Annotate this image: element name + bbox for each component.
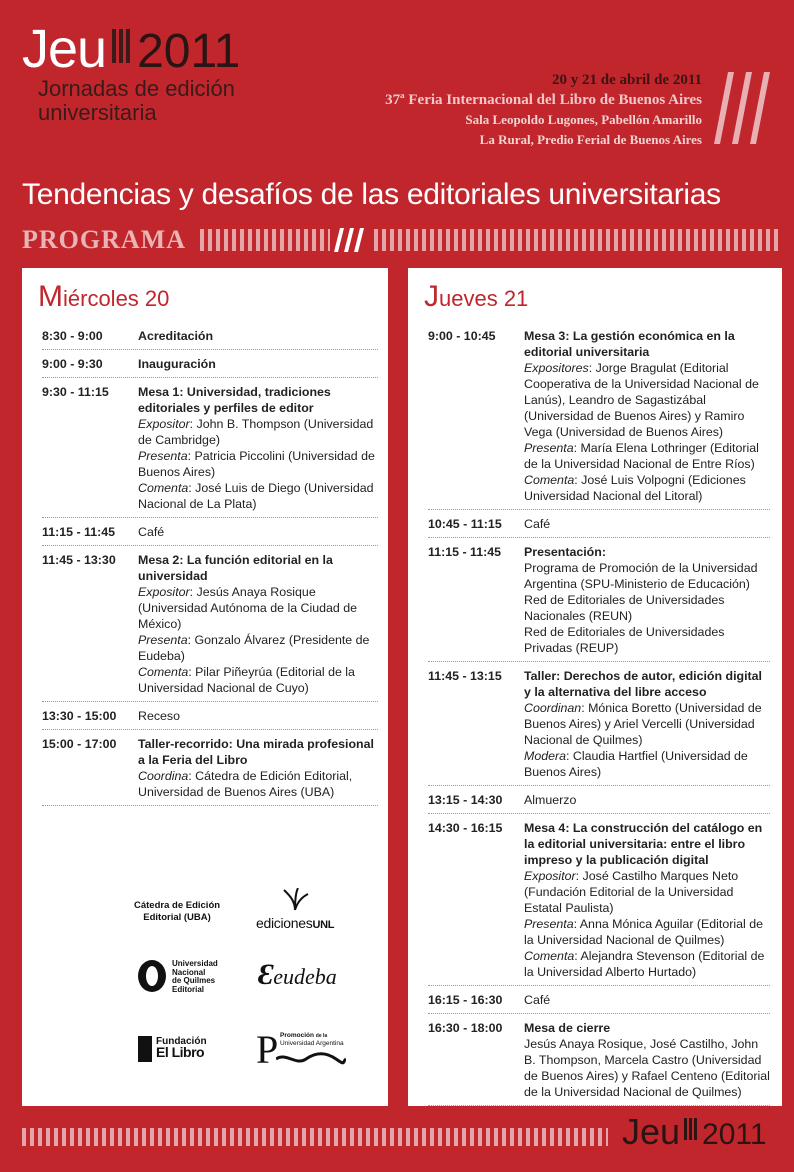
session-details (138, 708, 378, 724)
role-label: Expositor (138, 417, 190, 431)
role-people: : Cátedra de Edición Editorial, Universidad de Buenos Aires (UBA) (138, 769, 353, 799)
promo-wave-icon (276, 1052, 346, 1066)
role-people: : Patricia Piccolini (Universidad de Buenos Aires) (138, 449, 375, 479)
session-time: 13:15 - 14:30 (428, 793, 503, 807)
session-text: Café (524, 993, 551, 1007)
session-details (524, 792, 770, 808)
role-people: : María Elena Lothringer (Editorial de la Universidad Nacional de Entre Ríos) (524, 441, 759, 471)
role-label: Comenta (524, 473, 575, 487)
role-people: : José Luis de Diego (Universidad Nacional de La Plata) (138, 481, 374, 511)
role-people: : Claudia Hartfiel (Universidad de Buenos Aires) (524, 749, 748, 779)
role-people: : Pilar Piñeyrúa (Editorial de la Universidad Nacional de Cuyo) (138, 665, 355, 695)
session-time: 15:00 - 17:00 (42, 737, 117, 751)
session-text: Café (138, 525, 165, 539)
session-role-line (138, 480, 378, 512)
schedule-row (42, 524, 378, 546)
session-details (138, 356, 378, 372)
role-people: : Alejandra Stevenson (Editorial de la Universidad Alberto Hurtado) (524, 949, 765, 979)
logo-catedra-line2: Editorial (UBA) (143, 912, 211, 923)
role-label: Presenta (524, 441, 574, 455)
eudeba-e-icon: Ɛ (258, 958, 274, 991)
session-time: 13:30 - 15:00 (42, 709, 117, 723)
session-details (138, 384, 378, 512)
logo-unq-line4: Editorial (172, 984, 205, 994)
session-details (138, 524, 378, 540)
session-time: 11:45 - 13:15 (428, 669, 502, 683)
day1-panel (22, 268, 388, 1106)
programa-row (22, 226, 782, 254)
logo-unq-line2: Nacional (172, 967, 206, 977)
session-time: 10:45 - 11:15 (428, 517, 502, 531)
session-role-line (138, 448, 378, 480)
event-info (385, 70, 702, 150)
schedule-row (428, 820, 770, 986)
session-details (138, 736, 378, 800)
session-details (524, 820, 770, 980)
schedule-row (42, 552, 378, 702)
logo-eudeba-text: eudeba (273, 964, 337, 989)
schedule-row (428, 792, 770, 814)
day2-title (424, 280, 782, 314)
footer-stripe (22, 1128, 608, 1146)
footer-logo-jeu: Jeu (622, 1111, 681, 1152)
session-title: Inauguración (138, 357, 216, 371)
session-time: 16:30 - 18:00 (428, 1021, 503, 1035)
role-label: Comenta (138, 665, 189, 679)
session-text: Programa de Promoción de la Universidad Argentina (SPU-Ministerio de Educación) (524, 561, 758, 591)
session-role-line (524, 868, 770, 916)
main-title: Tendencias y desafíos de las editoriales universitarias (22, 178, 721, 211)
role-label: Expositores (524, 361, 589, 375)
day1-schedule (22, 328, 388, 806)
logo-promo-line1: Promoción (280, 1032, 314, 1039)
role-people: : Mónica Boretto (Universidad de Buenos Aires) y Ariel Vercelli (Universidad Nacional de Quilmes) (524, 701, 762, 747)
unq-emblem-icon (138, 960, 166, 992)
session-role-line (524, 440, 770, 472)
programa-label: PROGRAMA (22, 225, 186, 254)
logo-jeu-text: Jeu (22, 19, 107, 79)
session-time: 14:30 - 16:15 (428, 821, 503, 835)
role-people: : Anna Mónica Aguilar (Editorial de la Universidad Nacional de Quilmes) (524, 917, 764, 947)
logo-year: 2011 (137, 25, 241, 78)
session-time: 11:15 - 11:45 (42, 525, 116, 539)
day1-title-rest: iércoles 20 (63, 286, 170, 311)
schedule-row (42, 356, 378, 378)
event-name: 37ª Feria Internacional del Libro de Buenos Aires (385, 92, 702, 108)
session-time: 9:30 - 11:15 (42, 385, 109, 399)
day1-title (38, 280, 388, 314)
session-role-line (524, 748, 770, 780)
session-details (524, 668, 770, 780)
programa-slashes-icon (332, 228, 372, 252)
session-title: Presentación: (524, 545, 606, 559)
event-room: Sala Leopoldo Lugones, Pabellón Amarillo (465, 112, 702, 127)
session-time: 9:00 - 9:30 (42, 357, 103, 371)
day2-panel (408, 268, 782, 1106)
role-people: : Jesús Anaya Rosique (Universidad Autónoma de la Ciudad de México) (138, 585, 358, 631)
programa-stripe-left (200, 229, 330, 251)
session-title: Taller: Derechos de autor, edición digital y la alternativa del libre acceso (524, 669, 762, 699)
session-text: Almuerzo (524, 793, 577, 807)
role-people: : Gonzalo Álvarez (Presidente de Eudeba) (138, 633, 370, 663)
unl-leaf-icon (280, 888, 310, 912)
session-details (138, 552, 378, 696)
role-label: Coordinan (524, 701, 582, 715)
logo-eudeba (258, 958, 337, 992)
role-label: Comenta (524, 949, 575, 963)
programa-stripe-right (374, 229, 782, 251)
logo-bars-icon (112, 29, 133, 68)
role-label: Expositor (524, 869, 576, 883)
role-people: : José Castilho Marques Neto (Fundación Editorial de la Universidad Estatal Paulista) (524, 869, 739, 915)
schedule-row (428, 328, 770, 510)
role-people: : Jorge Bragulat (Editorial Cooperativa de la Universidad Nacional de Lanús), Leandro de Sagastizábal (Universidad de Buenos Aires) y Ramiro Vega (Universidad de Buenos Aires) (524, 361, 759, 439)
session-text: Receso (138, 709, 181, 723)
logo-unl-acronym: UNL (312, 919, 335, 931)
session-time: 11:45 - 13:30 (42, 553, 116, 567)
session-details (524, 1020, 770, 1100)
footer-logo (622, 1111, 767, 1152)
logo-catedra-line1: Cátedra de Edición (134, 900, 221, 911)
session-details (524, 516, 770, 532)
session-title: Mesa de cierre (524, 1021, 611, 1035)
session-time: 9:00 - 10:45 (428, 329, 496, 343)
session-time: 16:15 - 16:30 (428, 993, 503, 1007)
session-details (524, 992, 770, 1008)
logo-promo-line2: Universidad Argentina (280, 1040, 344, 1047)
day2-title-cap: J (424, 280, 439, 313)
session-role-line (524, 916, 770, 948)
session-role-line (138, 632, 378, 664)
book-icon (138, 1036, 152, 1062)
logo-ediciones-unl (256, 888, 334, 931)
session-details (524, 544, 770, 656)
session-role-line (524, 472, 770, 504)
session-role-line (138, 416, 378, 448)
footer-logo-year: 2011 (702, 1118, 767, 1151)
role-label: Expositor (138, 585, 190, 599)
schedule-row (42, 384, 378, 518)
footer-bars-icon (684, 1118, 699, 1145)
schedule-row (428, 516, 770, 538)
logo-promo-line1b: de la (315, 1033, 328, 1039)
schedule-row (42, 736, 378, 806)
role-label: Presenta (138, 633, 188, 647)
event-date: 20 y 21 de abril de 2011 (551, 72, 702, 88)
session-title: Mesa 2: La función editorial en la universidad (138, 553, 333, 583)
role-label: Presenta (138, 449, 188, 463)
session-text: Red de Editoriales de Universidades Privadas (REUP) (524, 625, 725, 655)
session-time: 8:30 - 9:00 (42, 329, 103, 343)
session-text: Café (524, 517, 551, 531)
session-text: Jesús Anaya Rosique, José Castilho, John B. Thompson, Marcela Castro (Universidad de Buenos Aires) y Rafael Centeno (Editorial de la Universidad Nacional de Quilmes) (524, 1037, 770, 1099)
session-role-line (524, 700, 770, 748)
role-label: Presenta (524, 917, 574, 931)
session-title: Acreditación (138, 329, 214, 343)
logo-catedra-uba (134, 900, 220, 924)
schedule-row (428, 1020, 770, 1106)
session-role-line (524, 360, 770, 440)
session-role-line (138, 768, 378, 800)
day2-title-rest: ueves 21 (439, 286, 529, 311)
role-label: Coordina (138, 769, 189, 783)
schedule-row (428, 668, 770, 786)
day1-title-cap: M (38, 280, 63, 313)
schedule-row (428, 992, 770, 1014)
event-place: La Rural, Predio Ferial de Buenos Aires (479, 132, 702, 147)
logo-unl-word: ediciones (256, 915, 313, 931)
day2-schedule (408, 328, 782, 1106)
logo-fund-line1: Fundación (156, 1036, 207, 1047)
slashes-icon (712, 72, 772, 144)
session-title: Mesa 1: Universidad, tradiciones editoriales y perfiles de editor (138, 385, 331, 415)
logo-fund-line2: El Libro (156, 1044, 205, 1060)
role-people: : John B. Thompson (Universidad de Cambridge) (138, 417, 374, 447)
logo-unq-line3: de Quilmes (172, 976, 216, 985)
session-role-line (138, 664, 378, 696)
logo-unq-line1: Universidad (172, 959, 218, 968)
session-title: Mesa 4: La construcción del catálogo en la editorial universitaria: entre el libro impreso y la publicación digital (524, 821, 763, 867)
session-details (138, 328, 378, 344)
session-details (524, 328, 770, 504)
promo-p-icon: P (256, 1027, 279, 1072)
session-role-line (138, 584, 378, 632)
session-time: 11:15 - 11:45 (428, 545, 502, 559)
schedule-row (428, 544, 770, 662)
logo-subtitle-line1: Jornadas de edición (38, 76, 235, 101)
role-label: Comenta (138, 481, 189, 495)
session-text: Red de Editoriales de Universidades Nacionales (REUN) (524, 593, 725, 623)
jeu-logo (22, 19, 241, 125)
session-title: Mesa 3: La gestión económica en la editorial universitaria (524, 329, 735, 359)
schedule-row (42, 708, 378, 730)
role-label: Modera (524, 749, 567, 763)
schedule-row (42, 328, 378, 350)
logo-subtitle-line2: universitaria (38, 100, 157, 125)
role-people: : José Luis Volpogni (Ediciones Universidad Nacional del Litoral) (524, 473, 746, 503)
session-title: Taller-recorrido: Una mirada profesional a la Feria del Libro (138, 737, 374, 767)
session-role-line (524, 948, 770, 980)
